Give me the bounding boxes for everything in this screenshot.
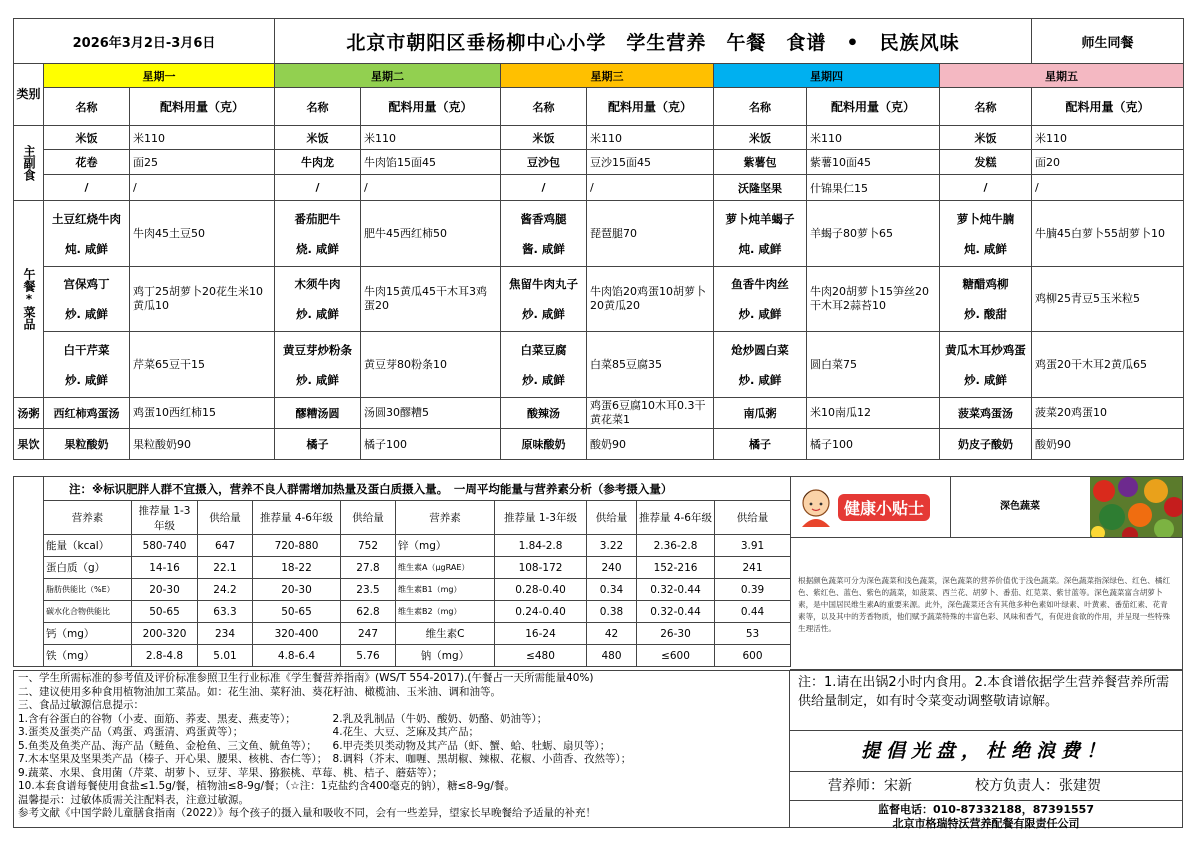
nutr-cell: 0.32-0.44: [637, 579, 715, 601]
nutr-header: 推荐量 1-3年级: [132, 501, 198, 535]
fruit-name: 果粒酸奶: [44, 429, 130, 460]
nutrition-spacer: [14, 501, 44, 535]
staple-name: 米饭: [501, 126, 587, 150]
nutr-cell: 锌（mg）: [396, 535, 495, 557]
category-fruit: 果饮: [14, 429, 44, 460]
fruit-ingredient: 酸奶90: [1032, 429, 1184, 460]
dish-name: [714, 267, 807, 332]
nutr-cell: 蛋白质（g）: [44, 557, 132, 579]
principal: 校方负责人：张建贺: [975, 778, 1101, 794]
nutr-header: 供给量: [715, 501, 791, 535]
nutr-cell: 108-172: [495, 557, 587, 579]
category-staple: 主副食: [14, 126, 44, 201]
staple-name: 紫薯包: [714, 150, 807, 175]
nutr-cell: 维生素A（μgRAE）: [396, 557, 495, 579]
staple-ingredient: /: [361, 175, 501, 201]
dish-ingredient: 肥牛45西红柿50: [361, 201, 501, 267]
dish-ingredient: 白菜85豆腐35: [587, 332, 714, 398]
nutr-cell: 50-65: [132, 601, 198, 623]
dish-method: 炖. 咸鲜: [738, 241, 782, 256]
day-header-thu: 星期四: [714, 64, 940, 88]
fruit-name: 橘子: [714, 429, 807, 460]
staple-ingredient: 米110: [807, 126, 940, 150]
fruit-ingredient: 果粒酸奶90: [130, 429, 275, 460]
nutr-cell: 24.2: [198, 579, 253, 601]
nutrition-note: 注：※标识肥胖人群不宜摄入，营养不良人群需增加热量及蛋白质摄入量。 一周平均能量与营养素分析（参考摄入量）: [44, 477, 791, 501]
nutr-cell: 0.24-0.40: [495, 601, 587, 623]
dish-title: 宫保鸡丁: [63, 277, 110, 291]
page-title: 北京市朝阳区垂杨柳中心小学 学生营养 午餐 食谱 • 民族风味: [275, 19, 1032, 64]
dish-title: 糖醋鸡柳: [962, 277, 1009, 291]
dish-title: 木须牛肉: [294, 277, 341, 291]
dish-ingredient: 黄豆芽80粉条10: [361, 332, 501, 398]
veg-category-label: 深色蔬菜: [950, 477, 1091, 537]
soup-ingredient: 鸡蛋10西红柿15: [130, 398, 275, 429]
dish-name: [940, 201, 1032, 267]
fruit-ingredient: 橘子100: [807, 429, 940, 460]
nutr-cell: 铁（mg）: [44, 645, 132, 667]
staple-name: 米饭: [940, 126, 1032, 150]
staple-ingredient: 紫薯10面45: [807, 150, 940, 175]
nutr-cell: 62.8: [341, 601, 396, 623]
footer-line: 3.蛋类及蛋类产品（鸡蛋、鸡蛋清、鸡蛋黄等）； 4.花生、大豆、芝麻及其产品；: [18, 726, 480, 738]
nutr-cell: 200-320: [132, 623, 198, 645]
dish-ingredient: 鸡蛋20干木耳2黄瓜65: [1032, 332, 1184, 398]
staple-name: 发糕: [940, 150, 1032, 175]
dish-name: [275, 332, 361, 398]
staple-ingredient: /: [130, 175, 275, 201]
staple-name: 花卷: [44, 150, 130, 175]
nutr-cell: 20-30: [132, 579, 198, 601]
nutrition-spacer: [14, 579, 44, 601]
nutr-cell: 53: [715, 623, 791, 645]
dish-method: 炒. 咸鲜: [522, 372, 565, 387]
soup-ingredient: 菠菜20鸡蛋10: [1032, 398, 1184, 429]
col-ingredient-header: 配料用量（克）: [1032, 88, 1184, 126]
date-range: 2026年3月2日-3月6日: [14, 19, 275, 64]
staple-ingredient: 牛肉馅15面45: [361, 150, 501, 175]
company-name: 北京市格瑞特沃营养配餐有限责任公司: [892, 817, 1080, 830]
dish-name: [275, 201, 361, 267]
dish-ingredient: 牛肉15黄瓜45干木耳3鸡蛋20: [361, 267, 501, 332]
day-header-fri: 星期五: [940, 64, 1184, 88]
day-header-tue: 星期二: [275, 64, 501, 88]
nutr-cell: 钙（mg）: [44, 623, 132, 645]
footer-line: 参考文献《中国学龄儿童膳食指南（2022）》每个孩子的摄入量和吸收不同，会有一些差异，望家长早晚餐给予适量的补充！: [18, 807, 596, 819]
col-name-header: 名称: [275, 88, 361, 126]
nutr-cell: 钠（mg）: [396, 645, 495, 667]
footer-line: 三、食品过敏源信息提示：: [18, 699, 144, 711]
nutr-cell: 维生素B1（mg）: [396, 579, 495, 601]
soup-name: 西红柿鸡蛋汤: [44, 398, 130, 429]
footer-line: 1.含有谷蛋白的谷物（小麦、面筋、荞麦、黑麦、燕麦等）； 2.乳及乳制品（牛奶、酸奶、奶酪、奶油等）；: [18, 712, 548, 725]
dish-ingredient: 鸡柳25青豆5玉米粒5: [1032, 267, 1184, 332]
col-ingredient-header: 配料用量（克）: [807, 88, 940, 126]
nutr-cell: 63.3: [198, 601, 253, 623]
nutrition-spacer: [14, 601, 44, 623]
dish-ingredient: 牛肉45土豆50: [130, 201, 275, 267]
nutrition-spacer: [14, 477, 44, 501]
dish-ingredient: 牛肉馅20鸡蛋10胡萝卜20黄瓜20: [587, 267, 714, 332]
staple-name: /: [275, 175, 361, 201]
health-tips-text: 根据颜色蔬菜可分为深色蔬菜和浅色蔬菜，深色蔬菜的营养价值优于浅色蔬菜。深色蔬菜指深绿色、红色、橘红色、紫红色、蓝色、紫色的蔬菜，如菠菜、西兰花、胡萝卜、番茄、红苋菜、紫甘蓝等。深色蔬菜富含胡萝卜素，是中国居民维生素A的重要来源。此外，深色蔬菜还含有其他多种色素如叶绿素、叶黄素、番茄红素、花青素等，以及其中的芳香物质，他们赋予蔬菜特殊的丰富色彩、风味和香气，有促进食欲的作用，并呈现一些特殊生理活性。: [798, 576, 1171, 633]
dish-title: 番茄肥牛: [294, 211, 341, 226]
staple-name: 沃隆坚果: [714, 175, 807, 201]
nutr-cell: ≤480: [495, 645, 587, 667]
menu-table: [13, 18, 1184, 460]
staple-name: 米饭: [275, 126, 361, 150]
nutr-cell: 5.01: [198, 645, 253, 667]
nutr-cell: 0.34: [587, 579, 637, 601]
staple-ingredient: 面20: [1032, 150, 1184, 175]
col-ingredient-header: 配料用量（克）: [587, 88, 714, 126]
nutr-cell: 3.22: [587, 535, 637, 557]
dish-ingredient: 羊蝎子80萝卜65: [807, 201, 940, 267]
dish-ingredient: 牛腩45白萝卜55胡萝卜10: [1032, 201, 1184, 267]
dish-method: 炒. 咸鲜: [65, 372, 108, 387]
nutr-cell: 752: [341, 535, 396, 557]
dish-method: 炖. 咸鲜: [65, 241, 108, 256]
soup-ingredient: 汤圆30醪糟5: [361, 398, 501, 429]
nutr-cell: 320-400: [253, 623, 341, 645]
nutr-cell: 240: [587, 557, 637, 579]
soup-name: 南瓜粥: [714, 398, 807, 429]
hotline: 监督电话：010-87332188，87391557: [878, 803, 1094, 816]
footer-right: [790, 670, 1183, 828]
dish-name: [44, 267, 130, 332]
serving-note: 注：1.请在出锅2小时内食用。2.本食谱依据学生营养餐营养所需供给量制定，如有时令菜变动调整敬请谅解。: [790, 671, 1182, 731]
staple-name: 牛肉龙: [275, 150, 361, 175]
staple-ingredient: 米110: [130, 126, 275, 150]
fruit-name: 原味酸奶: [501, 429, 587, 460]
staple-ingredient: 豆沙15面45: [587, 150, 714, 175]
fruit-ingredient: 橘子100: [361, 429, 501, 460]
nutr-cell: 0.38: [587, 601, 637, 623]
staple-ingredient: /: [1032, 175, 1184, 201]
health-tips-title: 健康小贴士: [838, 494, 930, 521]
dish-name: [501, 267, 587, 332]
nutr-cell: 480: [587, 645, 637, 667]
dish-title: 土豆红烧牛肉: [52, 211, 121, 226]
nutrition-spacer: [14, 623, 44, 645]
nutr-cell: 241: [715, 557, 791, 579]
nutr-header: 推荐量 1-3年级: [495, 501, 587, 535]
dish-method: 炒. 咸鲜: [738, 372, 782, 387]
staple-name: /: [44, 175, 130, 201]
footer-line: 7.木本坚果及坚果类产品（榛子、开心果、腰果、核桃、杏仁等）； 8.调料（芥末、咖喱、黑胡椒、辣椒、花椒、小茴香、孜然等）；: [18, 753, 632, 765]
vegetable-photo: [1090, 477, 1182, 537]
dish-name: [714, 201, 807, 267]
category-header: 类别: [14, 64, 44, 126]
supervision-info: [790, 801, 1182, 831]
nutr-cell: 720-880: [253, 535, 341, 557]
dish-method: 炒. 咸鲜: [738, 307, 782, 321]
col-name-header: 名称: [714, 88, 807, 126]
soup-name: 菠菜鸡蛋汤: [940, 398, 1032, 429]
dish-method: 酱. 咸鲜: [522, 241, 565, 256]
signatures: [790, 772, 1182, 801]
dish-ingredient: 鸡丁25胡萝卜20花生米10黄瓜10: [130, 267, 275, 332]
dish-ingredient: 芹菜65豆干15: [130, 332, 275, 398]
nutr-cell: 1.84-2.8: [495, 535, 587, 557]
dish-ingredient: 牛肉20胡萝卜15笋丝20干木耳2蒜苔10: [807, 267, 940, 332]
nutr-cell: 27.8: [341, 557, 396, 579]
nutr-header: 供给量: [198, 501, 253, 535]
nutrition-spacer: [14, 557, 44, 579]
nutr-header: 推荐量 4-6年级: [253, 501, 341, 535]
dish-name: [44, 201, 130, 267]
footer-line: 二、建议使用多种食用植物油加工菜品。如：花生油、菜籽油、葵花籽油、橄榄油、玉米油、调和油等。: [18, 685, 501, 698]
staple-ingredient: /: [587, 175, 714, 201]
staple-name: 豆沙包: [501, 150, 587, 175]
dish-title: 鱼香牛肉丝: [731, 277, 789, 291]
nutr-cell: 234: [198, 623, 253, 645]
dish-method: 炒. 咸鲜: [296, 372, 339, 387]
nutr-cell: 20-30: [253, 579, 341, 601]
staple-ingredient: 什锦果仁15: [807, 175, 940, 201]
nutr-cell: 16-24: [495, 623, 587, 645]
dish-title: 萝卜炖牛腩: [956, 211, 1015, 226]
slogan: 提倡光盘，杜绝浪费！: [790, 731, 1182, 772]
soup-name: 酸辣汤: [501, 398, 587, 429]
nutr-cell: 4.8-6.4: [253, 645, 341, 667]
category-soup: 汤粥: [14, 398, 44, 429]
nutr-cell: 脂肪供能比（%E）: [44, 579, 132, 601]
nutr-cell: 0.39: [715, 579, 791, 601]
dish-title: 黄瓜木耳炒鸡蛋: [945, 342, 1026, 357]
dish-name: [44, 332, 130, 398]
nutr-cell: 580-740: [132, 535, 198, 557]
fruit-ingredient: 酸奶90: [587, 429, 714, 460]
nutr-cell: 0.32-0.44: [637, 601, 715, 623]
col-name-header: 名称: [501, 88, 587, 126]
nutr-cell: 0.44: [715, 601, 791, 623]
nutr-cell: 2.8-4.8: [132, 645, 198, 667]
nutr-header: 营养素: [396, 501, 495, 535]
soup-ingredient: 鸡蛋6豆腐10木耳0.3干黄花菜1: [587, 398, 714, 429]
dish-title: 黄豆芽炒粉条: [283, 342, 352, 357]
nutr-cell: 26-30: [637, 623, 715, 645]
dish-name: [501, 332, 587, 398]
menu-page: [13, 18, 1183, 828]
category-dish: 午餐*菜品: [14, 201, 44, 398]
col-ingredient-header: 配料用量（克）: [361, 88, 501, 126]
dish-method: 烧. 咸鲜: [296, 241, 339, 256]
nutr-cell: 碳水化合物供能比: [44, 601, 132, 623]
health-tips-logo: [790, 477, 951, 537]
footer-notes: [13, 670, 790, 828]
dish-method: 炖. 咸鲜: [964, 241, 1007, 256]
health-tips-panel: [790, 476, 1183, 670]
col-name-header: 名称: [940, 88, 1032, 126]
nutr-cell: 600: [715, 645, 791, 667]
staple-ingredient: 米110: [1032, 126, 1184, 150]
dish-title: 白干芹菜: [63, 342, 110, 357]
nutr-cell: 18-22: [253, 557, 341, 579]
nutr-header: 推荐量 4-6年级: [637, 501, 715, 535]
dish-method: 炒. 咸鲜: [65, 307, 108, 321]
nutrition-spacer: [14, 645, 44, 667]
nutr-header: 供给量: [587, 501, 637, 535]
dish-name: [714, 332, 807, 398]
nutr-cell: 维生素C: [396, 623, 495, 645]
nutr-cell: 3.91: [715, 535, 791, 557]
dish-name: [940, 332, 1032, 398]
dish-method: 炒. 酸甜: [964, 307, 1007, 321]
nutr-cell: 0.28-0.40: [495, 579, 587, 601]
meal-tag: 师生同餐: [1032, 19, 1184, 64]
footer-line: 5.鱼类及鱼类产品、海产品（鲢鱼、金枪鱼、三文鱼、鱿鱼等）； 6.甲壳类贝类动物及其产品（虾、蟹、蛤、牡蛎、扇贝等）；: [18, 739, 611, 752]
soup-ingredient: 米10南瓜12: [807, 398, 940, 429]
nutr-cell: 22.1: [198, 557, 253, 579]
nutr-header: 供给量: [341, 501, 396, 535]
staple-name: 米饭: [44, 126, 130, 150]
nutr-cell: 247: [341, 623, 396, 645]
day-header-wed: 星期三: [501, 64, 714, 88]
staple-name: 米饭: [714, 126, 807, 150]
col-name-header: 名称: [44, 88, 130, 126]
nutr-cell: 23.5: [341, 579, 396, 601]
col-ingredient-header: 配料用量（克）: [130, 88, 275, 126]
dish-title: 焦留牛肉丸子: [509, 277, 578, 291]
tips-header: [790, 477, 1182, 538]
dietitian: 营养师：宋新: [828, 778, 912, 794]
staple-name: /: [501, 175, 587, 201]
nutr-cell: 5.76: [341, 645, 396, 667]
vegetables-icon: [1090, 477, 1182, 537]
dish-name: [940, 267, 1032, 332]
staple-name: /: [940, 175, 1032, 201]
nutr-cell: 42: [587, 623, 637, 645]
dish-ingredient: 琵琶腿70: [587, 201, 714, 267]
dish-title: 炝炒圆白菜: [731, 342, 789, 357]
staple-ingredient: 面25: [130, 150, 275, 175]
dish-title: 萝卜炖羊蝎子: [725, 211, 795, 226]
dish-title: 酱香鸡腿: [520, 211, 567, 226]
dish-method: 炒. 咸鲜: [964, 372, 1007, 387]
footer-line: 一、学生所需标准的参考值及评价标准参照卫生行业标准《学生餐营养指南》(WS/T 554-2017).(午餐占一天所需能量40%): [18, 672, 594, 684]
nutr-cell: 能量（kcal）: [44, 535, 132, 557]
nutr-cell: 维生素B2（mg）: [396, 601, 495, 623]
nutr-cell: 14-16: [132, 557, 198, 579]
dish-method: 炒. 咸鲜: [296, 307, 339, 321]
nutr-cell: 50-65: [253, 601, 341, 623]
dish-name: [275, 267, 361, 332]
nutrition-table: [13, 476, 791, 667]
footer-line: 温馨提示：过敏体质需关注配料表，注意过敏源。: [18, 793, 249, 806]
nutr-header: 营养素: [44, 501, 132, 535]
day-header-mon: 星期一: [44, 64, 275, 88]
nutr-cell: ≤600: [637, 645, 715, 667]
dish-title: 白菜豆腐: [520, 342, 567, 357]
fruit-name: 橘子: [275, 429, 361, 460]
staple-ingredient: 米110: [587, 126, 714, 150]
dish-ingredient: 圆白菜75: [807, 332, 940, 398]
staple-ingredient: 米110: [361, 126, 501, 150]
nutr-cell: 647: [198, 535, 253, 557]
nutrition-spacer: [14, 535, 44, 557]
dish-method: 炒. 咸鲜: [522, 307, 565, 321]
fruit-name: 奶皮子酸奶: [940, 429, 1032, 460]
nutr-cell: 2.36-2.8: [637, 535, 715, 557]
dish-name: [501, 201, 587, 267]
footer-line: 10.本套食谱每餐使用食盐≤1.5g/餐，植物油≤8-9g/餐；（☆注：1克盐约含400毫克的钠），糖≤8-9g/餐。: [18, 780, 515, 792]
footer-line: 9.蔬菜、水果、食用菌（芹菜、胡萝卜、豆芽、苹果、猕猴桃、草莓、桃、桔子、蘑菇等）；: [18, 766, 443, 779]
soup-name: 醪糟汤圆: [275, 398, 361, 429]
nutr-cell: 152-216: [637, 557, 715, 579]
